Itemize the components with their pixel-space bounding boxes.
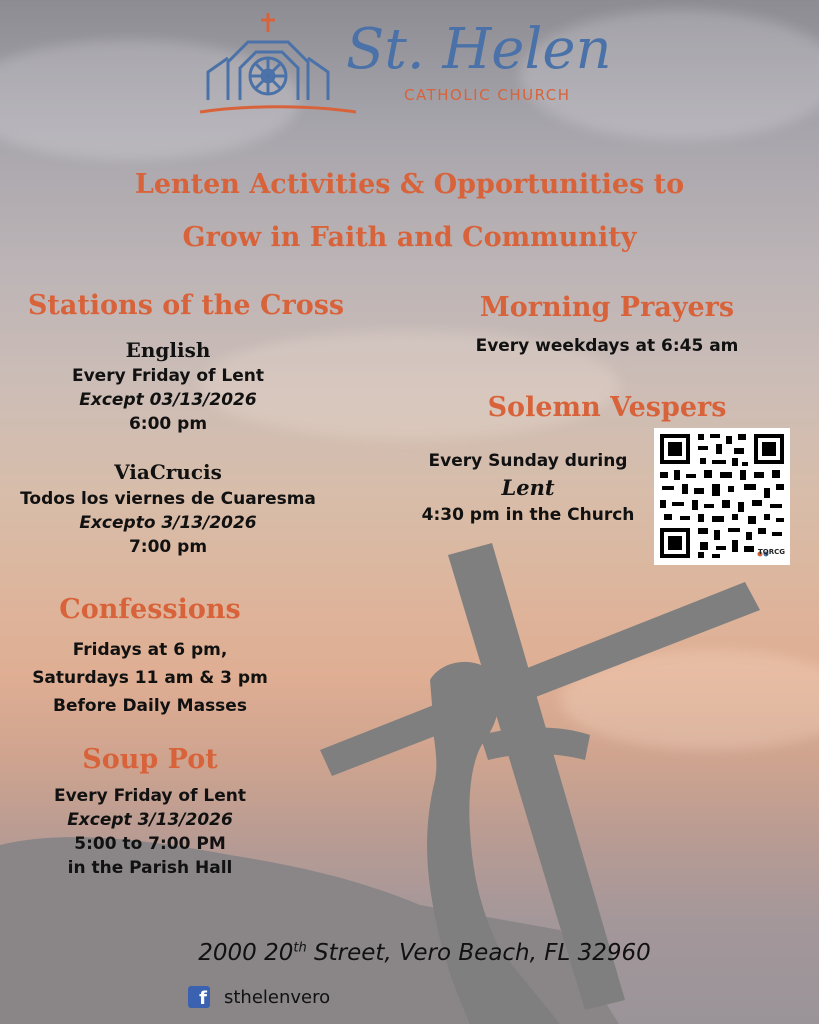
vespers-heading: Solemn Vespers [487,392,727,423]
stations-english-line3: 6:00 pm [128,414,208,434]
stations-english [0,336,336,436]
soup-details [0,784,300,880]
soup-line3: 5:00 to 7:00 PM [74,834,226,854]
confessions-line2: Saturdays 11 am & 3 pm [32,668,268,688]
confessions-heading: Confessions [59,594,241,625]
social-link[interactable] [188,984,330,1010]
vespers-line1: Every Sunday during [428,451,628,471]
soup-line4: in the Parish Hall [67,858,233,878]
confessions-line3: Before Daily Masses [53,696,247,716]
social-handle: sthelenvero [224,986,331,1008]
confessions-line1: Fridays at 6 pm, [72,640,228,660]
qr-code[interactable] [654,428,790,565]
address-part1: 2000 20 [198,940,294,966]
stations-spanish-line1: Todos los viernes de Cuaresma [20,489,316,509]
logo-name: St. Helen [346,17,612,82]
vespers-line3: 4:30 pm in the Church [421,505,635,525]
page-title [0,158,819,264]
facebook-icon: f [188,986,210,1008]
page-title-line2: Grow in Faith and Community [182,222,637,253]
soup-line2: Except 3/13/2026 [67,810,233,830]
logo-subtitle: CATHOLIC CHURCH [404,86,571,104]
confessions-details [0,636,300,720]
address-superscript: th [293,940,307,956]
stations-spanish-label: ViaCrucis [114,460,222,484]
stations-english-line1: Every Friday of Lent [71,366,265,386]
stations-english-line2: Except 03/13/2026 [79,390,257,410]
soup-line1: Every Friday of Lent [53,786,247,806]
morning-line1: Every weekdays at 6:45 am [475,336,739,356]
qr-brand-label: TQRCG [758,548,785,556]
stations-heading: Stations of the Cross [27,290,345,321]
qr-code-pattern-icon [654,428,790,565]
stations-spanish-line3: 7:00 pm [128,537,208,557]
stations-english-label: English [125,338,211,362]
church-logo-icon [198,10,358,115]
vespers-line2: Lent [501,475,555,500]
page-title-line1: Lenten Activities & Opportunities to [134,169,685,200]
stations-spanish-line2: Excepto 3/13/2026 [79,513,257,533]
vespers-details [400,447,656,529]
soup-heading: Soup Pot [82,744,218,775]
address [0,940,819,966]
morning-heading: Morning Prayers [479,292,735,323]
stations-spanish [0,457,336,559]
address-part2: Street, Vero Beach, FL 32960 [306,940,651,966]
